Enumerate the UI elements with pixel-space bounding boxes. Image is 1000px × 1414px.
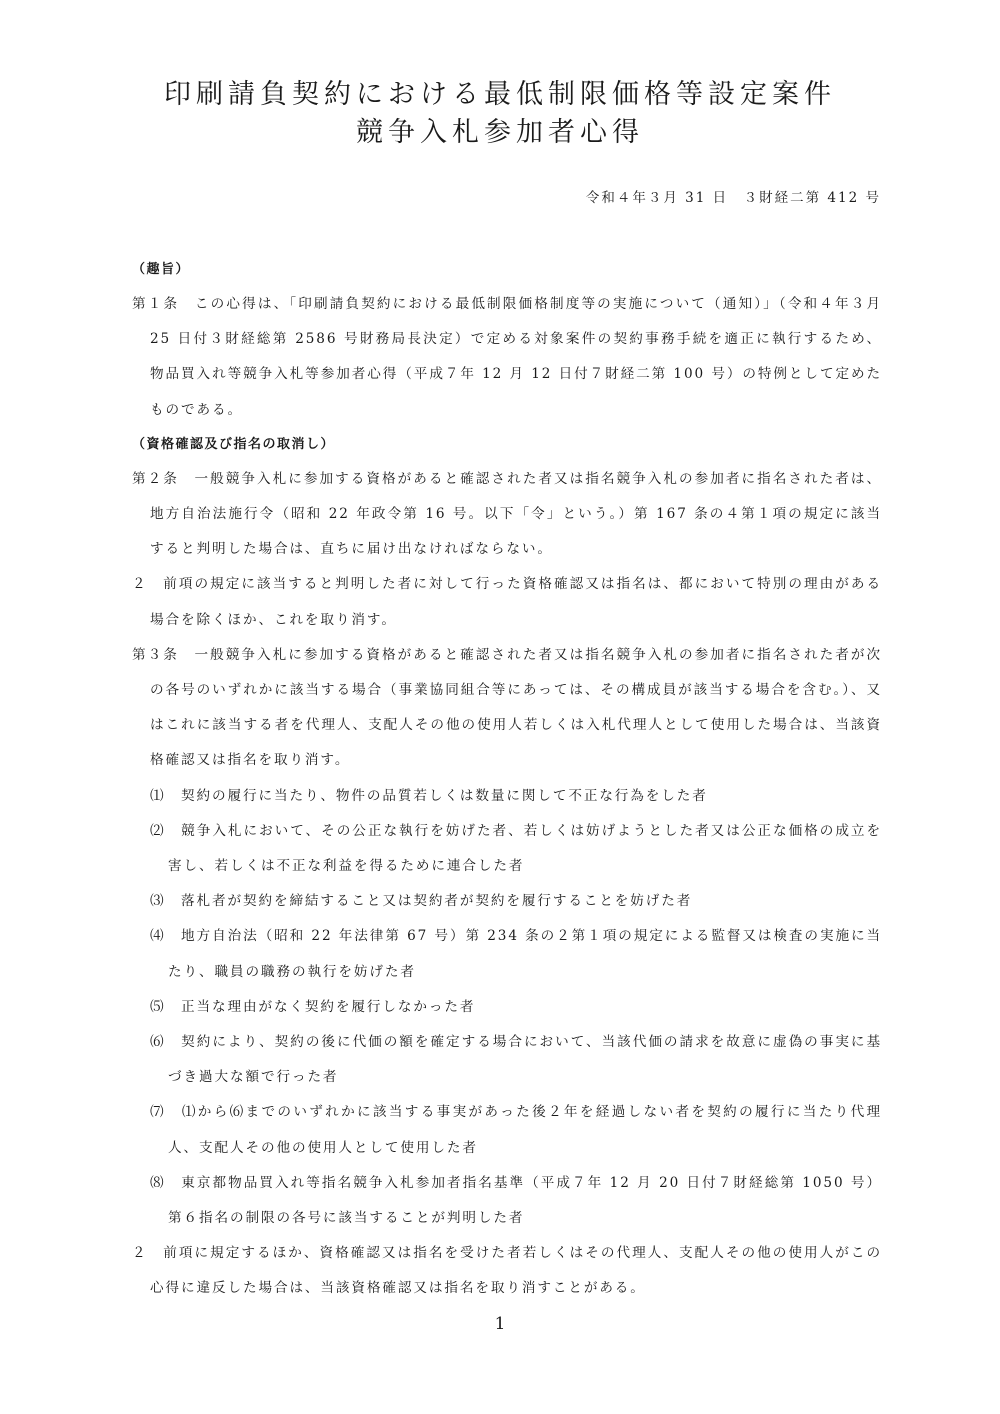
issue-dateline: 令和４年３月 31 日 ３財経二第 412 号 xyxy=(585,190,881,206)
section-cancellation xyxy=(132,428,882,1307)
article-2: 第２条 一般競争入札に参加する資格があると確認された者又は指名競争入札の参加者に指名された者は、地方自治法施行令（昭和 22 年政令第 16 号。以下「令」という。）第 167 条の４第１項の規定に該当すると判明した場合は、直ちに届け出なければならない。 xyxy=(132,470,882,558)
document-title-line2: 競争入札参加者心得 xyxy=(356,117,644,148)
section-purpose xyxy=(132,253,882,428)
section-heading: （趣旨） xyxy=(132,262,191,277)
page-number: 1 xyxy=(494,1314,506,1334)
article-3-item-2: ⑵ 競争入札において、その公正な執行を妨げた者、若しくは妨げようとした者又は公正な価格の成立を害し、若しくは不正な利益を得るために連合した者 xyxy=(150,822,882,875)
article-3-item-1: ⑴ 契約の履行に当たり、物件の品質若しくは数量に関して不正な行為をした者 xyxy=(150,787,708,804)
article-3-item-5: ⑸ 正当な理由がなく契約を履行しなかった者 xyxy=(150,998,476,1015)
article-3-paragraph-2: ２ 前項に規定するほか、資格確認又は指名を受けた者若しくはその代理人、支配人その他の使用人がこの心得に違反した場合は、当該資格確認又は指名を取り消すことがある。 xyxy=(132,1245,882,1297)
article-3-item-6: ⑹ 契約により、契約の後に代価の額を確定する場合において、当該代価の請求を故意に虚偽の事実に基づき過大な額で行った者 xyxy=(150,1034,882,1086)
document-body xyxy=(132,253,882,1307)
article-3-item-3: ⑶ 落札者が契約を締結すること又は契約者が契約を履行することを妨げた者 xyxy=(150,893,693,910)
section-heading: （資格確認及び指名の取消し） xyxy=(132,436,336,452)
document-title-line1: 印刷請負契約における最低制限価格等設定案件 xyxy=(164,79,836,110)
article-3-item-7: ⑺ ⑴から⑹までのいずれかに該当する事実があった後２年を経過しない者を契約の履行に当たり代理人、支配人その他の使用人として使用した者 xyxy=(150,1104,882,1156)
article-3: 第３条 一般競争入札に参加する資格があると確認された者又は指名競争入札の参加者に指名された者が次の各号のいずれかに該当する場合（事業協同組合等にあっては、その構成員が該当する場合を含む。）、又はこれに該当する者を代理人、支配人その他の使用人若しくは入札代理人として使用した場合は、当該資格確認又は指名を取り消す。 xyxy=(132,646,882,769)
article-1: 第１条 この心得は、「印刷請負契約における最低制限価格制度等の実施について（通知）」（令和４年３月 25 日付３財経総第 2586 号財務局長決定）で定める対象案件の契約事務手続を適正に執行するため、物品買入れ等競争入札等参加者心得（平成７年 12 月 12 日付７財経二第 100 号）の特例として定めたものである。 xyxy=(132,296,882,418)
article-3-item-4: ⑷ 地方自治法（昭和 22 年法律第 67 号）第 234 条の２第１項の規定による監督又は検査の実施に当たり、職員の職務の執行を妨げた者 xyxy=(150,928,882,980)
article-2-paragraph-2: ２ 前項の規定に該当すると判明した者に対して行った資格確認又は指名は、都において特別の理由がある場合を除くほか、これを取り消す。 xyxy=(132,576,882,628)
article-3-item-8: ⑻ 東京都物品買入れ等指名競争入札参加者指名基準（平成７年 12 月 20 日付７財経総第 1050 号）第６指名の制限の各号に該当することが判明した者 xyxy=(150,1174,882,1227)
